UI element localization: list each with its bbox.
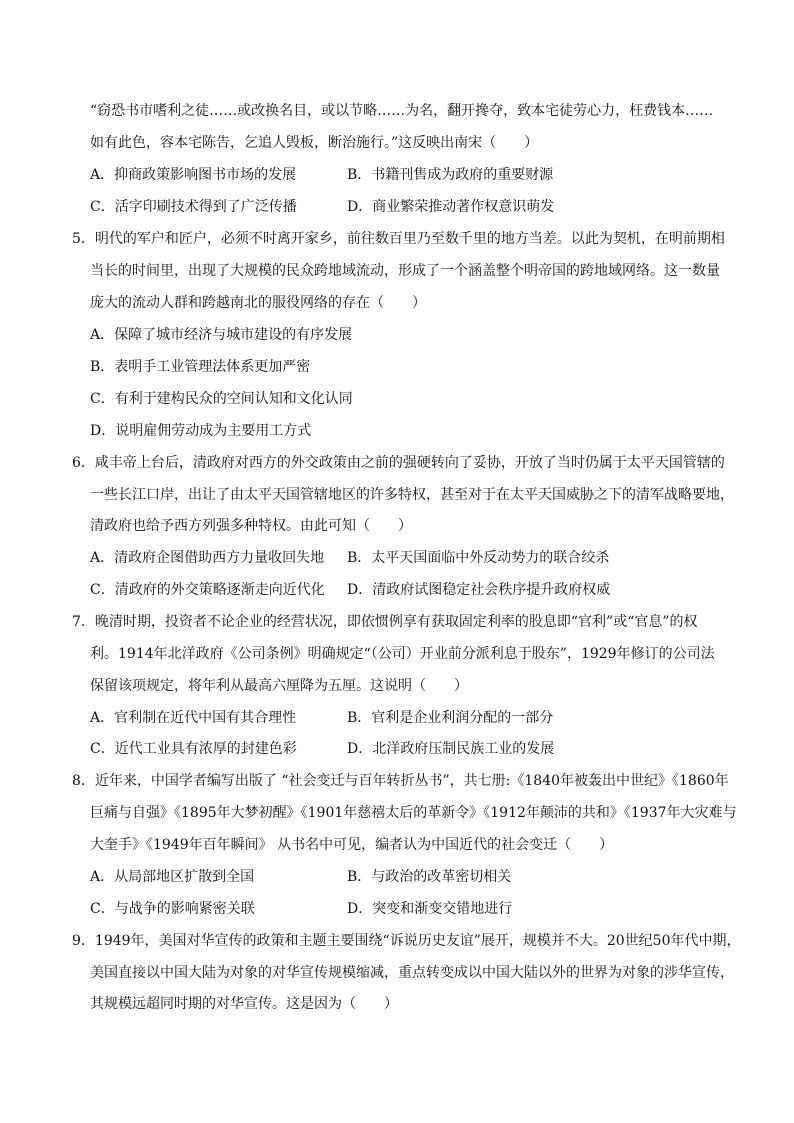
q6-option-d: D．清政府试图稳定社会秩序提升政府权威 xyxy=(347,582,611,598)
q6-option-a: A．清政府企图借助西方力量收回失地 xyxy=(90,550,325,566)
q5-stem-line-1: 5．明代的军户和匠户，必须不时离开家乡，前往数百里乃至数千里的地方当差。以此为契机，在明前期相 xyxy=(72,231,725,247)
q6-option-c: C．清政府的外交策略逐渐走向近代化 xyxy=(90,582,325,598)
q6-option-b: B．太平天国面临中外反动势力的联合绞杀 xyxy=(347,550,610,566)
q5-stem-line-3: 庞大的流动人群和跨越南北的服役网络的存在（ ） xyxy=(90,295,426,311)
q6-stem-line-2: 一些长江口岸，出让了由太平天国管辖地区的许多特权，甚至对于在太平天国威胁之下的清军战略要地， xyxy=(90,487,734,503)
q6-stem-line-1: 6．咸丰帝上台后，清政府对西方的外交政策由之前的强硬转向了妥协，开放了当时仍属于太平天国管辖的 xyxy=(72,455,725,471)
q8-stem-line-2: 巨痛与自强》《1895年大梦初醒》《1901年慈禧太后的革新令》《1912年颠沛的共和》《1937年大灾难与 xyxy=(90,805,737,821)
q5-option-c: C．有利于建构民众的空间认知和文化认同 xyxy=(90,391,353,407)
q8-stem-line-3: 大奎手》《1949年百年瞬间》 从书名中可见，编者认为中国近代的社会变迁（ ） xyxy=(90,837,614,853)
q5-option-d: D．说明雇佣劳动成为主要用工方式 xyxy=(90,423,312,439)
q7-option-d: D．北洋政府压制民族工业的发展 xyxy=(347,741,555,757)
q5-option-a: A．保障了城市经济与城市建设的有序发展 xyxy=(90,327,353,343)
q8-option-c: C．与战争的影响紧密关联 xyxy=(90,901,255,917)
q7-stem-line-3: 保留该项规定，将年利从最高六厘降为五厘。这说明（ ） xyxy=(90,678,468,694)
q7-stem-line-2: 利。1914年北洋政府《公司条例》明确规定“（公司）开业前分派利息于股东”，1929年修订的公司法 xyxy=(90,646,715,662)
q6-stem-line-3: 清政府也给予西方列强多种特权。由此可知（ ） xyxy=(90,518,412,534)
q9-stem-line-3: 其规模远超同时期的对华宣传。这是因为（ ） xyxy=(90,996,398,1012)
q4-option-c: C．活字印刷技术得到了广泛传播 xyxy=(90,199,297,215)
q8-option-b: B．与政治的改革密切相关 xyxy=(347,869,512,885)
q7-option-a: A．官利制在近代中国有其合理性 xyxy=(90,710,297,726)
q7-stem-line-1: 7．晚清时期，投资者不论企业的经营状况，即依惯例享有获取固定利率的股息即“官利”或“官息”的权 xyxy=(72,614,698,630)
q9-stem-line-2: 美国直接以中国大陆为对象的对华宣传规模缩减，重点转变成以中国大陆以外的世界为对象的涉华宣传， xyxy=(90,965,734,981)
q7-option-b: B．官利是企业利润分配的一部分 xyxy=(347,710,554,726)
q4-option-a: A．抑商政策影响图书市场的发展 xyxy=(90,167,297,183)
q7-option-c: C．近代工业具有浓厚的封建色彩 xyxy=(90,741,297,757)
q8-option-a: A．从局部地区扩散到全国 xyxy=(90,869,255,885)
q8-option-d: D．突变和渐变交错地进行 xyxy=(347,901,513,917)
q4-option-d: D．商业繁荣推动著作权意识萌发 xyxy=(347,199,555,215)
q5-stem-line-2: 当长的时间里，出现了大规模的民众跨地域流动，形成了一个涵盖整个明帝国的跨地域网络。这一数量 xyxy=(90,263,720,279)
q9-stem-line-1: 9．1949年，美国对华宣传的政策和主题主要围绕“诉说历史友谊”展开，规模并不大。20世纪50年代中期， xyxy=(72,933,741,949)
q4-stem-line-2: 如有此色，容本宅陈告，乞追人毁板，断治施行。”这反映出南宋（ ） xyxy=(90,135,539,151)
q8-stem-line-1: 8．近年来，中国学者编写出版了 “社会变迁与百年转折丛书”，共七册:《1840年被轰出中世纪》《1860年 xyxy=(72,773,729,789)
q5-option-b: B．表明手工业管理法体系更加严密 xyxy=(90,359,311,375)
q4-stem-line-1: “窃恐书市嗜利之徒……或改换名目，或以节略……为名，翻开搀夺，致本宅徒劳心力，枉费钱本…… xyxy=(90,103,714,119)
q4-option-b: B．书籍刊售成为政府的重要财源 xyxy=(347,167,554,183)
